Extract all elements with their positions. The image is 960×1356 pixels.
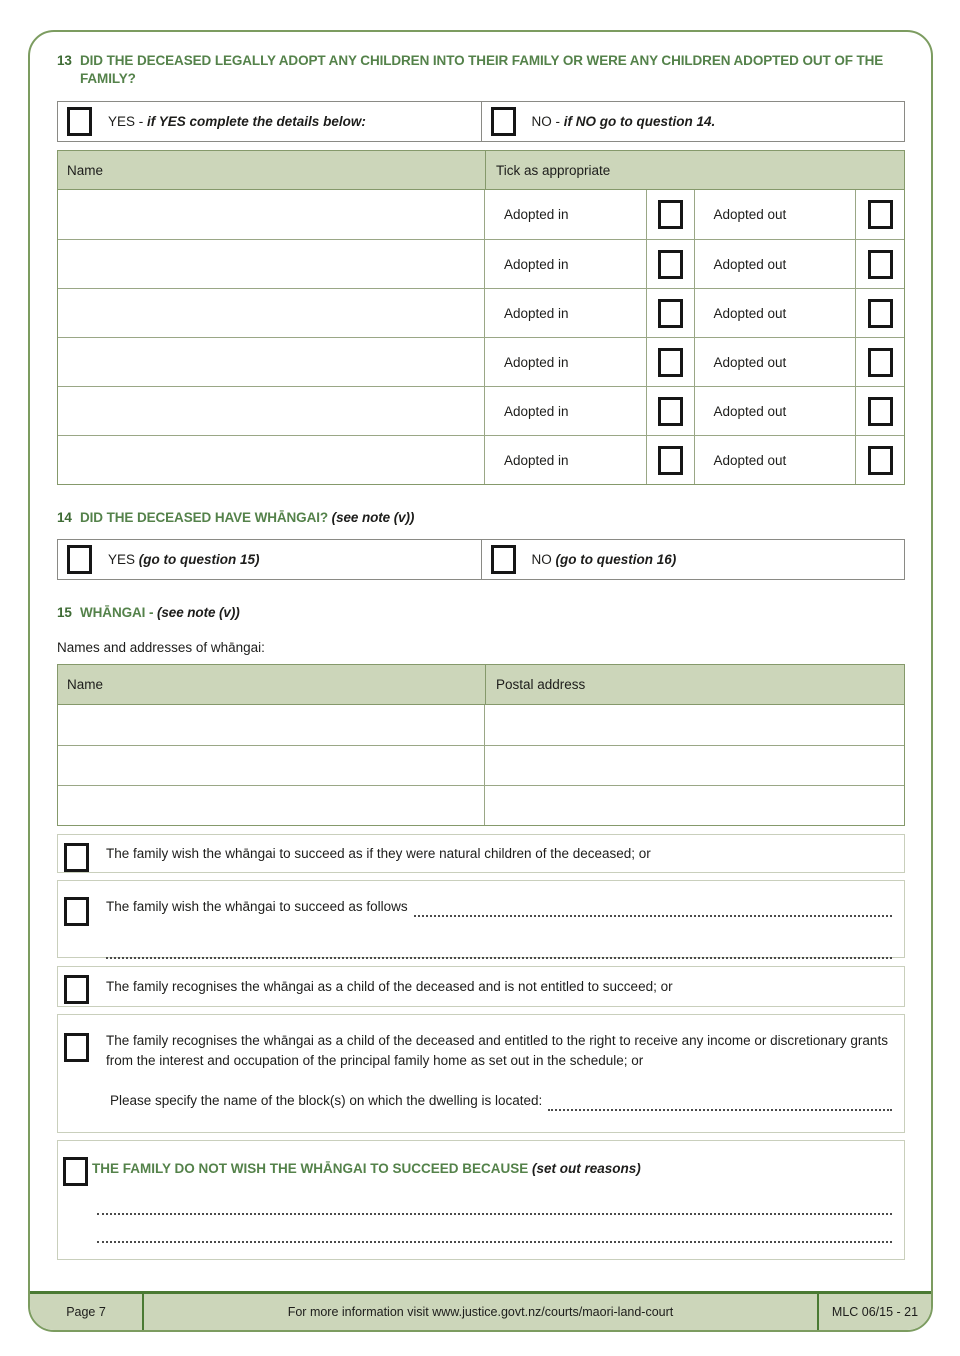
question-15-number: 15 [57,605,72,620]
adopted-in-checkbox[interactable] [658,446,683,475]
q13-tick-column-header: Tick as appropriate [485,151,904,189]
adopted-in-checkbox[interactable] [658,348,683,377]
whangai-postal-input-cell[interactable] [485,786,904,825]
adopted-in-cell [647,240,695,288]
adopted-in-checkbox[interactable] [658,299,683,328]
adopted-out-cell [856,190,904,239]
adopted-out-cell [856,338,904,386]
name-input-cell[interactable] [58,190,485,239]
adopted-out-label: Adopted out [695,338,857,386]
reasons-input-line-1[interactable] [97,1203,892,1215]
name-input-cell[interactable] [58,289,485,337]
adopted-out-cell [856,240,904,288]
q13-table-header [58,151,904,190]
name-input-cell[interactable] [58,240,485,288]
q13-no-cell [481,102,905,141]
option-succeed-as-follows [57,880,905,958]
name-input-cell[interactable] [58,387,485,435]
whangai-postal-input-cell[interactable] [485,746,904,785]
succeed-as-follows-input-line-2[interactable] [106,947,892,959]
q14-no-cell [481,540,905,579]
whangai-postal-input-cell[interactable] [485,705,904,745]
adopted-out-checkbox[interactable] [868,200,893,229]
adopted-out-checkbox[interactable] [868,250,893,279]
whangai-subtitle: Names and addresses of whāngai: [57,640,265,655]
adopted-in-label: Adopted in [485,190,647,239]
specify-block-input-line[interactable] [548,1099,892,1111]
q13-no-label: NO - if NO go to question 14. [531,114,716,129]
adopted-out-checkbox[interactable] [868,397,893,426]
q13-yes-checkbox[interactable] [67,107,92,136]
q14-no-label: NO (go to question 16) [531,552,677,567]
option-natural-children [57,834,905,873]
adopted-in-label: Adopted in [485,338,647,386]
q14-no-checkbox[interactable] [491,545,516,574]
specify-block-label: Please specify the name of the block(s) on which the dwelling is located: [110,1093,543,1108]
option-income-grants [57,1014,905,1133]
question-14-title: DID THE DECEASED HAVE WHĀNGAI? (see note (v)) [80,510,415,525]
question-13-number: 13 [57,53,72,68]
footer-info-text: For more information visit www.justice.govt.nz/courts/maori-land-court [142,1294,819,1330]
question-15-title: WHĀNGAI - (see note (v)) [80,605,240,620]
adopted-in-cell [647,387,695,435]
whangai-table-row [58,705,904,745]
option-not-entitled-label: The family recognises the whāngai as a child of the deceased and is not entitled to succeed; or [106,979,673,994]
form-page [28,30,933,1332]
q13-yes-no-row [57,101,905,142]
q13-name-column-header: Name [67,162,104,178]
option-do-not-wish-succeed [57,1140,905,1260]
q13-adoption-table [57,150,905,485]
whangai-name-input-cell[interactable] [58,705,485,745]
q14-yes-no-row [57,539,905,580]
adopted-in-cell [647,289,695,337]
succeed-as-follows-input-line[interactable] [414,905,892,917]
whangai-table-row [58,745,904,785]
option-succeed-as-follows-label: The family wish the whāngai to succeed as follows [106,899,408,914]
adopted-in-checkbox[interactable] [658,397,683,426]
option-do-not-wish-succeed-label: THE FAMILY DO NOT WISH THE WHĀNGAI TO SUCCEED BECAUSE (set out reasons) [92,1161,641,1176]
adopted-in-label: Adopted in [485,240,647,288]
whangai-name-input-cell[interactable] [58,746,485,785]
q13-yes-cell [58,102,481,141]
adopted-out-label: Adopted out [695,387,857,435]
q13-table-row [58,337,904,386]
whangai-table [57,664,905,826]
name-input-cell[interactable] [58,436,485,484]
question-14-heading [57,509,905,527]
whangai-name-column-header: Name [67,677,104,692]
adopted-in-cell [647,338,695,386]
q13-table-row [58,435,904,484]
adopted-in-cell [647,436,695,484]
adopted-in-label: Adopted in [485,387,647,435]
adopted-out-label: Adopted out [695,240,857,288]
option-do-not-wish-succeed-checkbox[interactable] [63,1157,88,1186]
whangai-table-header [58,665,904,705]
q13-table-row [58,386,904,435]
adopted-out-label: Adopted out [695,436,857,484]
whangai-postal-column-header: Postal address [485,665,904,704]
adopted-in-checkbox[interactable] [658,250,683,279]
option-natural-children-label: The family wish the whāngai to succeed as if they were natural children of the deceased; or [106,846,651,861]
whangai-table-row [58,785,904,825]
q13-table-row [58,239,904,288]
adopted-in-label: Adopted in [485,436,647,484]
page-footer [30,1291,931,1330]
adopted-out-checkbox[interactable] [868,348,893,377]
q13-no-checkbox[interactable] [491,107,516,136]
name-input-cell[interactable] [58,338,485,386]
page-number: Page 7 [66,1305,106,1319]
q13-yes-label: YES - if YES complete the details below: [108,114,366,129]
reasons-input-line-2[interactable] [97,1231,892,1243]
adopted-out-label: Adopted out [695,190,857,239]
adopted-out-cell [856,289,904,337]
q14-yes-label: YES (go to question 15) [108,552,260,567]
adopted-out-label: Adopted out [695,289,857,337]
option-not-entitled [57,966,905,1007]
question-15-heading [57,604,905,622]
q14-yes-checkbox[interactable] [67,545,92,574]
adopted-out-checkbox[interactable] [868,299,893,328]
adopted-out-cell [856,436,904,484]
option-succeed-as-follows-checkbox[interactable] [64,897,89,926]
adopted-in-cell [647,190,695,239]
adopted-in-checkbox[interactable] [658,200,683,229]
question-14-number: 14 [57,510,72,525]
option-income-grants-checkbox[interactable] [64,1033,89,1062]
question-13-title: DID THE DECEASED LEGALLY ADOPT ANY CHILDREN INTO THEIR FAMILY OR WERE ANY CHILDREN ADOPTED OUT OF THE FAMILY? [80,53,884,86]
q14-yes-cell [58,540,481,579]
option-natural-children-checkbox[interactable] [64,843,89,872]
q13-table-row [58,288,904,337]
adopted-in-label: Adopted in [485,289,647,337]
adopted-out-cell [856,387,904,435]
option-not-entitled-checkbox[interactable] [64,975,89,1004]
adopted-out-checkbox[interactable] [868,446,893,475]
question-13-heading [57,52,905,88]
q13-table-row [58,190,904,239]
form-code: MLC 06/15 - 21 [831,1305,919,1319]
whangai-name-input-cell[interactable] [58,786,485,825]
option-income-grants-label: The family recognises the whāngai as a child of the deceased and entitled to the right to receive any income or discretionary grants from the interest and occupation of the principal family home as set out in the schedule; or [106,1033,888,1068]
